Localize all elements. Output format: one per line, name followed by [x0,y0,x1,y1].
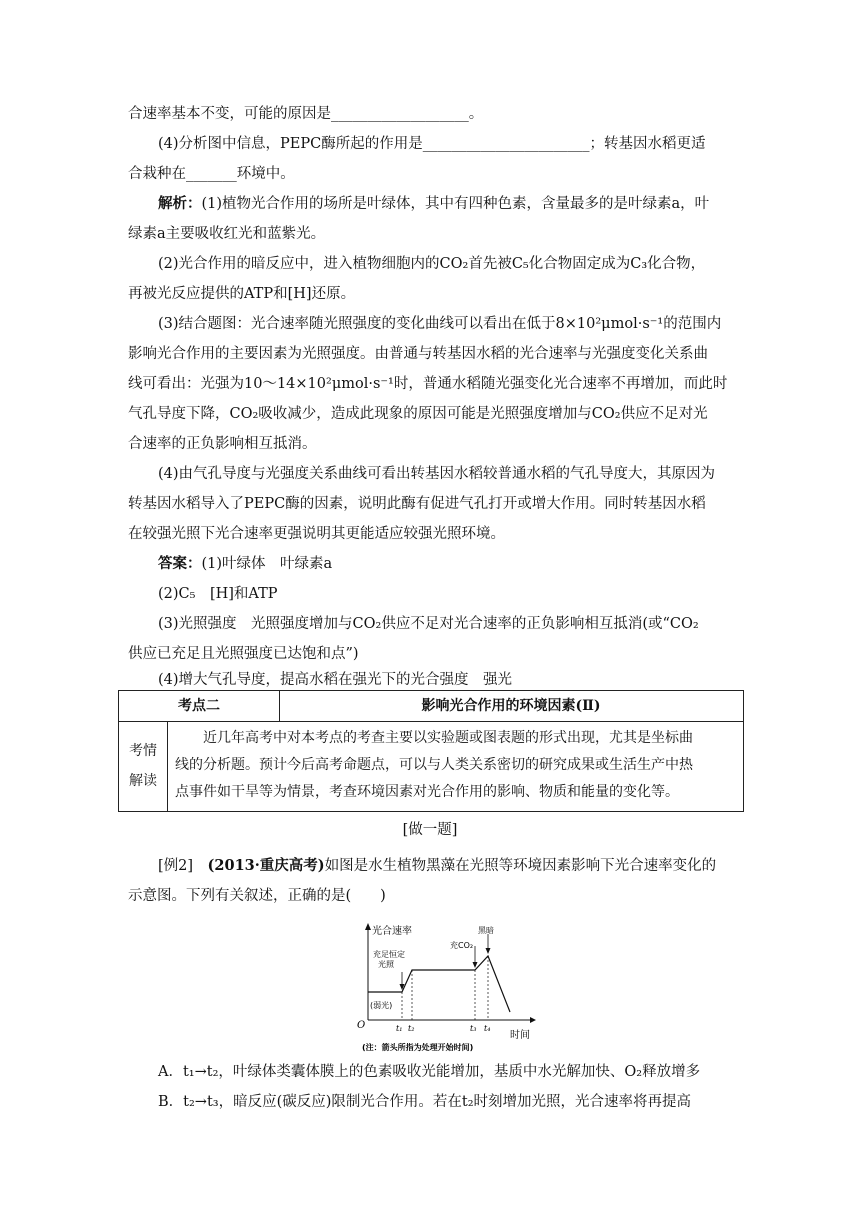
text-line: (2)C₅ [H]和ATP [158,586,278,602]
arrow-dark-head [486,948,491,954]
text-line: (3)结合题图：光合速率随光照强度的变化曲线可以看出在低于8×10²μmol·s⁻¹的范围内 [158,316,722,332]
table-side-label: 解读 [129,773,157,789]
chart-ylabel: 光合速率 [372,926,412,937]
text-line: 合速率基本不变，可能的原因是___________________。 [128,106,484,122]
table-body-line: 点事件如干旱等为情景，考查环境因素对光合作用的影响、物质和能量的变化等。 [175,784,679,800]
analysis-label: 解析： [158,195,202,212]
chart-tick-t3: t₃ [470,1024,477,1033]
text-line: 合速率的正负影响相互抵消。 [128,436,317,452]
chart-tick-t4: t₄ [484,1024,491,1033]
x-axis-arrow [530,1017,536,1023]
answer-text: (1)叶绿体 叶绿素a [201,556,333,572]
annotation-weak-light: (弱光) [370,1001,393,1010]
text-line: 再被光反应提供的ATP和[H]还原。 [128,286,356,302]
text-line: 供应已充足且光照强度已达饱和点”) [128,646,359,662]
chart-xlabel: 时间 [510,1030,530,1041]
text-line: 在较强光照下光合速率更强说明其更能适应较强光照环境。 [128,526,505,542]
text-line: 合栽种在_______环境中。 [128,166,295,182]
text-line: 示意图。下列有关叙述，正确的是( ) [128,888,386,904]
chart-note: (注：箭头所指为处理开始时间) [362,1043,474,1052]
example-label: [例2] [158,858,194,874]
table-header-right: 影响光合作用的环境因素(Ⅱ) [421,698,601,714]
table-divider [167,721,168,811]
text-line: (3)光照强度 光照强度增加与CO₂供应不足对光合速率的正负影响相互抵消(或“CO₂ [158,616,699,632]
annotation-co2: 充CO₂ [450,941,474,950]
text-line: 气孔导度下降，CO₂吸收减少，造成此现象的原因可能是光照强度增加与CO₂供应不足对光 [128,406,708,422]
table-side-label: 考情 [129,743,157,759]
text-line: 线可看出：光强为10～14×10²μmol·s⁻¹时，普通水稻随光强变化光合速率不再增加，而此时 [128,376,728,392]
photosynthesis-chart [340,920,540,1055]
text-line: 绿素a主要吸收红光和蓝紫光。 [128,226,326,242]
text-line: (4)增大气孔导度，提高水稻在强光下的光合强度 强光 [158,672,513,688]
text-line: 影响光合作用的主要因素为光照强度。由普通与转基因水稻的光合速率与光强度变化关系曲 [128,346,708,362]
chart-tick-t1: t₁ [396,1024,403,1033]
text-line: (2)光合作用的暗反应中，进入植物细胞内的CO₂首先被C₅化合物固定成为C₃化合物， [158,256,706,272]
section-title: [做一题] [402,822,458,838]
text-line: (4)分析图中信息，PEPC酶所起的作用是_______________________；转基因水稻更适 [158,136,706,152]
chart-tick-t2: t₂ [408,1024,415,1033]
chart-origin: O [357,1020,366,1031]
chart-svg [340,920,540,1055]
answer-label: 答案： [158,555,202,572]
analysis-line [158,194,709,214]
option-a: A．t₁→t₂，叶绿体类囊体膜上的色素吸收光能增加，基质中水光解加快、O₂释放增多 [158,1064,701,1080]
example-text: 如图是水生植物黑藻在光照等环境因素影响下光合速率变化的 [324,858,717,874]
table-body-line: 线的分析题。预计今后高考命题点，可以与人类关系密切的研究成果或生活生产中热 [175,757,693,773]
annotation-light: 充足恒定 [373,950,405,959]
arrow-co2-head [473,962,478,968]
table-body-line: 近几年高考中对本考点的考查主要以实验题或图表题的形式出现，尤其是坐标曲 [203,730,693,746]
text-line: (4)由气孔导度与光强度关系曲线可看出转基因水稻较普通水稻的气孔导度大，其原因为 [158,466,716,482]
annotation-light-2: 光照 [378,960,394,969]
example-line [158,856,716,876]
option-b: B．t₂→t₃，暗反应(碳反应)限制光合作用。若在t₂时刻增加光照，光合速率将再提高 [158,1094,692,1110]
y-axis-arrow [365,923,371,930]
example-source: (2013·重庆高考) [207,857,325,874]
text-line: 转基因水稻导入了PEPC酶的因素，说明此酶有促进气孔打开或增大作用。同时转基因水稻 [128,496,706,512]
topic-table [118,690,744,812]
analysis-text: (1)植物光合作用的场所是叶绿体，其中有四种色素，含量最多的是叶绿素a，叶 [201,196,710,212]
answer-line [158,554,332,574]
table-header-left: 考点二 [178,698,220,714]
annotation-dark: 黑暗 [478,926,494,935]
